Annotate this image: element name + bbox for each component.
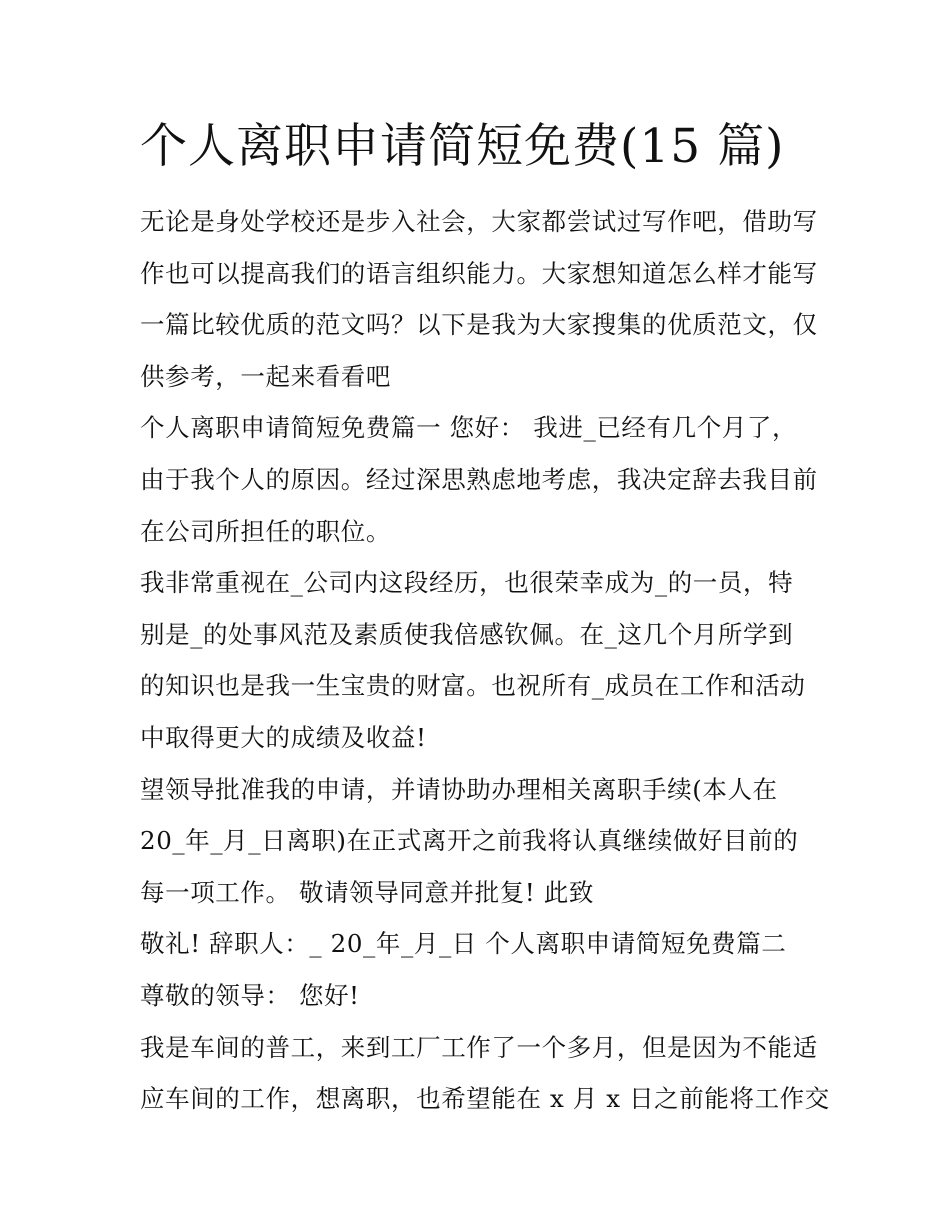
body-line-9: 别是_的处事风范及素质使我倍感钦佩。在_这几个月所学到 — [140, 619, 794, 649]
body-line-1: 无论是身处学校还是步入社会，大家都尝试过写作吧，借助写 — [140, 207, 818, 236]
body-line-10: 的知识也是我一生宝贵的财富。也祝所有_成员在工作和活动 — [140, 671, 806, 701]
body-line-14: 每一项工作。 敬请领导同意并批复! 此致 — [140, 877, 594, 907]
body-line-3: 一篇比较优质的范文吗？以下是我为大家搜集的优质范文，仅 — [140, 310, 818, 340]
body-line-11: 中取得更大的成绩及收益! — [140, 722, 427, 752]
body-line-12: 望领导批准我的申请，并请协助办理相关离职手续(本人在 — [140, 774, 778, 804]
document-title: 个人离职申请简短免费(15 篇) — [140, 119, 785, 174]
document-body — [140, 196, 840, 1125]
body-line-6: 由于我个人的原因。经过深思熟虑地考虑，我决定辞去我目前 — [140, 464, 818, 494]
body-line-16: 尊敬的领导： 您好! — [140, 980, 360, 1010]
body-line-8: 我非常重视在_公司内这段经历，也很荣幸成为_的一员，特 — [140, 568, 794, 598]
body-line-2: 作也可以提高我们的语言组织能力。大家想知道怎么样才能写 — [140, 258, 818, 288]
body-line-15: 敬礼! 辞职人：_ 20_年_月_日 个人离职申请简短免费篇二 — [140, 929, 787, 959]
body-line-18: 应车间的工作，想离职，也希望能在 x 月 x 日之前能将工作交 — [140, 1084, 830, 1114]
body-line-17: 我是车间的普工，来到工厂工作了一个多月，但是因为不能适 — [140, 1032, 818, 1062]
body-line-7: 在公司所担任的职位。 — [140, 516, 391, 546]
body-line-5: 个人离职申请简短免费篇一 您好： 我进_已经有几个月了， — [140, 413, 798, 443]
body-line-13: 20_年_月_日离职)在正式离开之前我将认真继续做好目前的 — [140, 826, 799, 856]
body-line-4: 供参考，一起来看看吧 — [140, 361, 391, 391]
